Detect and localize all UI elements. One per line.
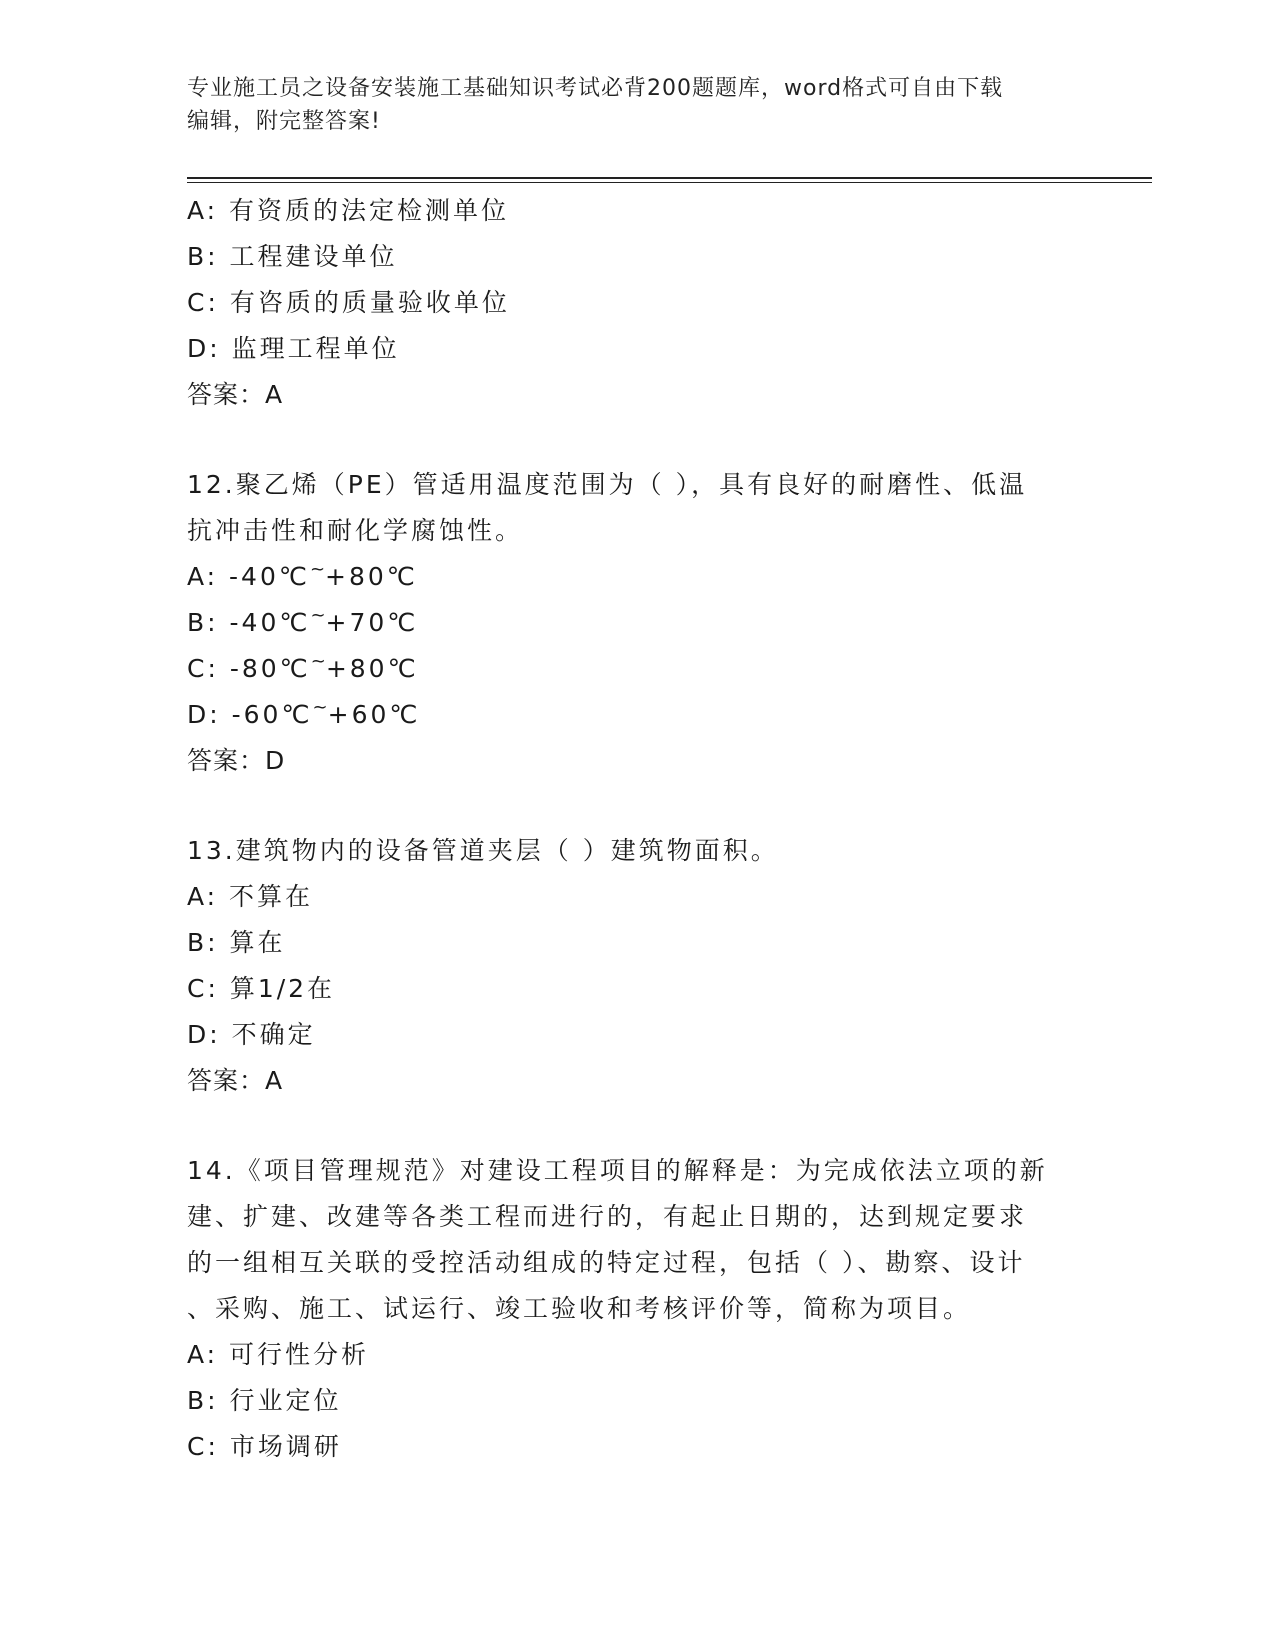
- header-title-line-1: 专业施工员之设备安装施工基础知识考试必背200题题库，word格式可自由下载: [187, 76, 1004, 101]
- option-b: B: -40℃~+70℃: [187, 605, 419, 637]
- question-stem: 12.聚乙烯（PE）管适用温度范围为（ ），具有良好的耐磨性、低温: [187, 470, 1028, 499]
- answer-label: 答案：A: [187, 380, 284, 409]
- question-12: [187, 462, 1077, 784]
- header-divider-thick: [187, 177, 1152, 179]
- document-header: [187, 72, 1077, 138]
- question-stem: 13.建筑物内的设备管道夹层（ ）建筑物面积。: [187, 836, 779, 865]
- spacer: [187, 418, 1077, 462]
- question-stem: 建、扩建、改建等各类工程而进行的，有起止日期的，达到规定要求: [187, 1202, 1028, 1231]
- question-stem: 、采购、施工、试运行、竣工验收和考核评价等，简称为项目。: [187, 1294, 972, 1323]
- option-c: C: 算1/2在: [187, 974, 336, 1003]
- question-14: [187, 1148, 1077, 1470]
- option-b: B: 算在: [187, 928, 286, 957]
- option-c: C: 市场调研: [187, 1432, 342, 1461]
- option-a: A: 可行性分析: [187, 1340, 370, 1369]
- option-d: D: -60℃~+60℃: [187, 697, 421, 729]
- option-a: A: 有资质的法定检测单位: [187, 196, 510, 225]
- answer-label: 答案：D: [187, 746, 286, 775]
- header-title-line-2: 编辑，附完整答案!: [187, 109, 381, 134]
- question-content: [187, 188, 1077, 1470]
- option-c: C: 有咨质的质量验收单位: [187, 288, 510, 317]
- spacer: [187, 1104, 1077, 1148]
- question-11-options: [187, 188, 1077, 418]
- answer-label: 答案：A: [187, 1066, 284, 1095]
- option-a: A: -40℃~+80℃: [187, 559, 418, 591]
- option-b: B: 工程建设单位: [187, 242, 398, 271]
- option-c: C: -80℃~+80℃: [187, 651, 419, 683]
- spacer: [187, 784, 1077, 828]
- header-divider-thin: [187, 182, 1152, 183]
- option-d: D: 不确定: [187, 1020, 316, 1049]
- option-b: B: 行业定位: [187, 1386, 342, 1415]
- question-stem: 14.《项目管理规范》对建设工程项目的解释是：为完成依法立项的新: [187, 1156, 1048, 1185]
- question-13: [187, 828, 1077, 1104]
- option-d: D: 监理工程单位: [187, 334, 400, 363]
- option-a: A: 不算在: [187, 882, 314, 911]
- question-stem: 的一组相互关联的受控活动组成的特定过程，包括（ ）、勘察、设计: [187, 1248, 1026, 1277]
- question-stem: 抗冲击性和耐化学腐蚀性。: [187, 516, 524, 545]
